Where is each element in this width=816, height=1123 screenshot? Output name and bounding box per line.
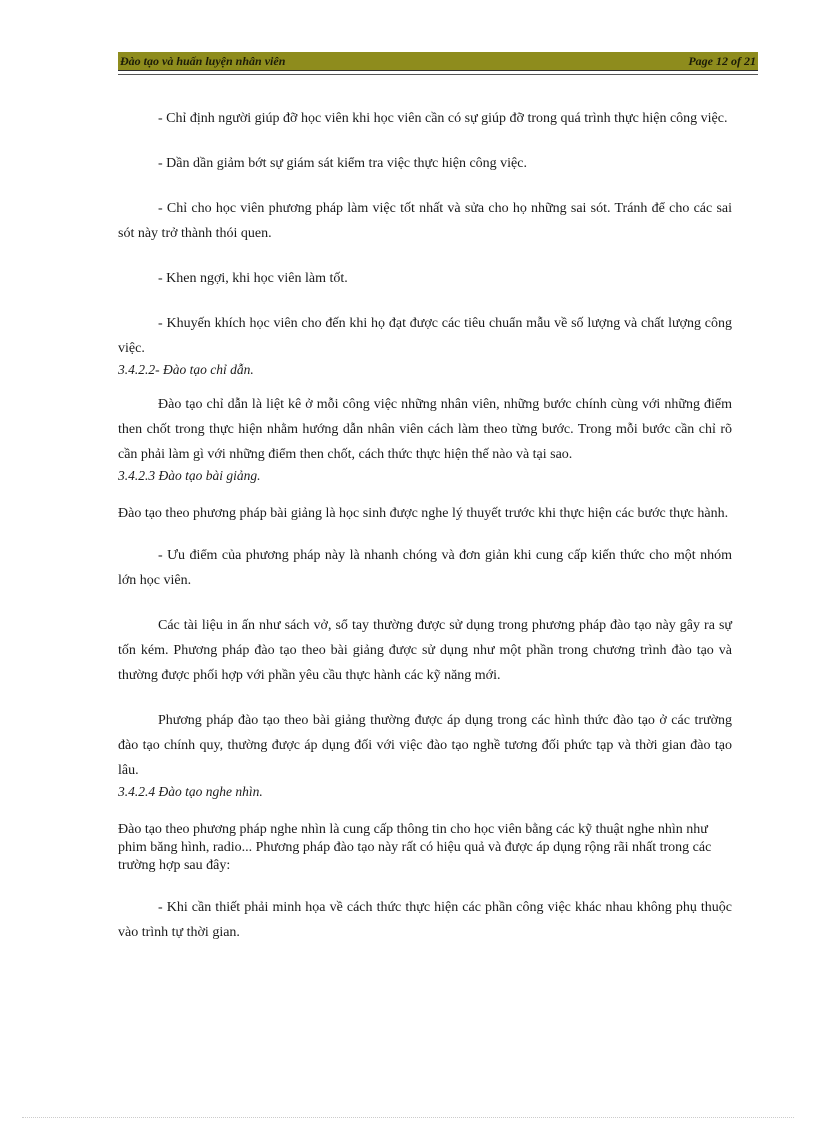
paragraph: Đào tạo theo phương pháp bài giảng là học sinh được nghe lý thuyết trước khi thực hiện các bước thực hành. bbox=[118, 506, 729, 521]
paragraph: Phương pháp đào tạo theo bài giảng thường được áp dụng trong các hình thức đào tạo ở các trường đào tạo chính quy, thường được áp dụng đối với việc đào tạo nghề tương đối phức tạp và thời gian đào tạo lâu. bbox=[118, 713, 732, 778]
page-header bbox=[118, 52, 758, 71]
paragraph: - Khi cần thiết phải minh họa về cách thức thực hiện các phần công việc khác nhau không phụ thuộc vào trình tự thời gian. bbox=[118, 900, 732, 940]
section-heading: 3.4.2.3 Đào tạo bài giảng. bbox=[118, 468, 261, 483]
paragraph: - Ưu điểm của phương pháp này là nhanh chóng và đơn giản khi cung cấp kiến thức cho một nhóm lớn học viên. bbox=[118, 548, 732, 588]
section-heading: 3.4.2.2- Đào tạo chỉ dẫn. bbox=[118, 362, 254, 377]
paragraph: - Khen ngợi, khi học viên làm tốt. bbox=[158, 271, 348, 286]
paragraph: Các tài liệu in ấn như sách vở, sổ tay thường được sử dụng trong phương pháp đào tạo này gây ra sự tốn kém. Phương pháp đào tạo theo bài giảng được sử dụng như một phần trong chương trình đào tạo và thường được phối hợp với phần yêu cầu thực hành các kỹ năng mới. bbox=[118, 618, 732, 683]
paragraph: Đào tạo theo phương pháp nghe nhìn là cung cấp thông tin cho học viên bằng các kỹ thuật nghe nhìn như phim băng hình, radio... Phương pháp đào tạo này rất có hiệu quả và được áp dụng rộng rãi nhất trong các trường hợp sau đây: bbox=[118, 822, 712, 873]
paragraph: - Chỉ cho học viên phương pháp làm việc tốt nhất và sửa cho họ những sai sót. Tránh để cho các sai sót này trở thành thói quen. bbox=[118, 201, 732, 241]
page-number: Page 12 of 21 bbox=[688, 54, 756, 68]
page-bottom-divider bbox=[22, 1117, 794, 1118]
paragraph: - Chỉ định người giúp đỡ học viên khi học viên cần có sự giúp đỡ trong quá trình thực hiện công việc. bbox=[158, 111, 728, 126]
section-heading: 3.4.2.4 Đào tạo nghe nhìn. bbox=[118, 784, 263, 799]
paragraph: Đào tạo chỉ dẫn là liệt kê ở mỗi công việc những nhân viên, những bước chính cùng với những điểm then chốt trong thực hiện nhằm hướng dẫn nhân viên cách làm theo từng bước. Trong mỗi bước cần chỉ rõ cần phải làm gì với những điểm then chốt, cách thức thực hiện thế nào và tại sao. bbox=[118, 397, 732, 462]
paragraph: - Khuyến khích học viên cho đến khi họ đạt được các tiêu chuẩn mẫu về số lượng và chất lượng công việc. bbox=[118, 316, 732, 356]
document-title: Đào tạo và huấn luyện nhân viên bbox=[120, 54, 286, 68]
paragraph: - Dần dần giảm bớt sự giám sát kiểm tra việc thực hiện công việc. bbox=[158, 156, 527, 171]
document-body bbox=[118, 106, 732, 945]
header-divider bbox=[118, 74, 758, 75]
